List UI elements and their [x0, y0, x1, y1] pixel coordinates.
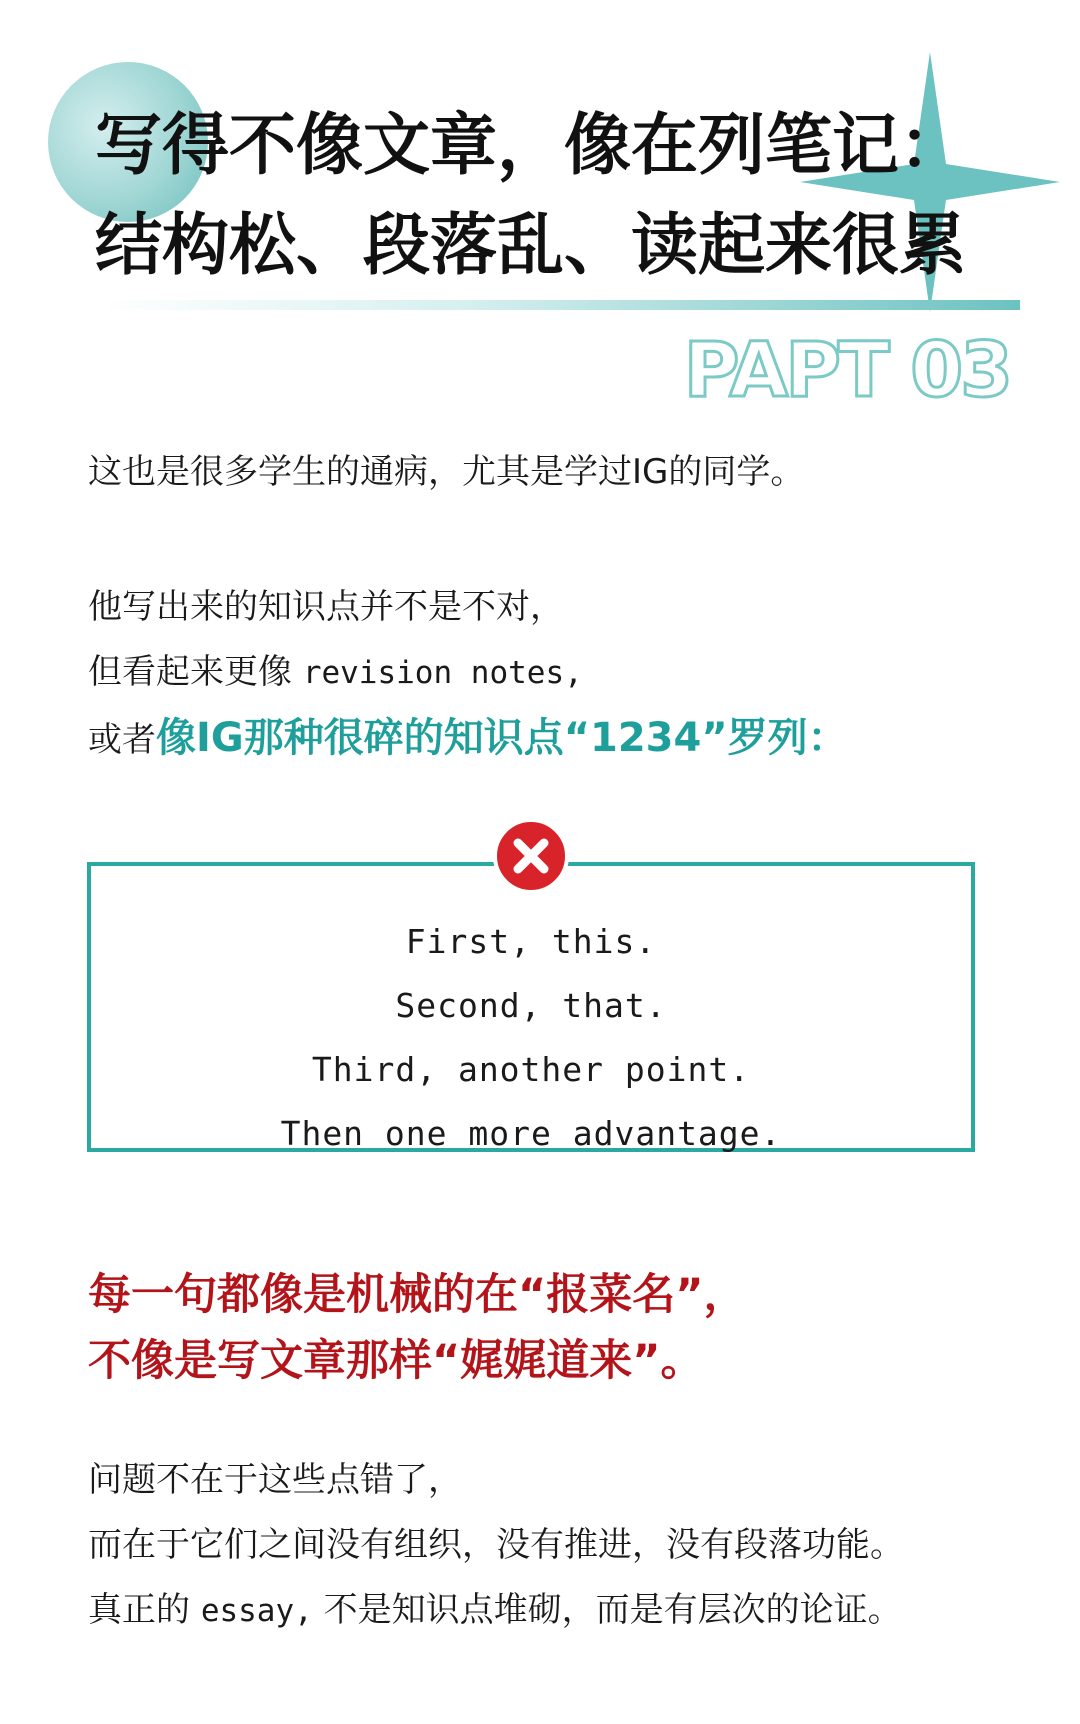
warning-line-2: 不像是写文章那样“娓娓道来”。 — [88, 1336, 704, 1386]
notes-line-3-highlight: 像IG那种很碎的知识点“1234”罗列： — [156, 715, 848, 761]
closing-line-3-c: 不是知识点堆砌，而是有层次的论证。 — [323, 1590, 902, 1630]
notes-line-2 — [88, 640, 848, 706]
closing-line-1: 问题不在于这些点错了， — [88, 1460, 462, 1500]
intro-paragraph — [88, 440, 804, 505]
notes-line-2-text: 但看起来更像 — [88, 652, 292, 692]
notes-line-1: 他写出来的知识点并不是不对， — [88, 587, 564, 627]
notes-paragraph — [88, 575, 848, 773]
warning-line-1: 每一句都像是机械的在“报菜名”， — [88, 1270, 747, 1320]
notes-line-3-prefix: 或者 — [88, 720, 156, 760]
page-title — [95, 95, 966, 295]
title-line-2: 结构松、段落乱、读起来很累 — [95, 205, 966, 284]
notes-line-3 — [88, 706, 848, 773]
closing-line-3-english: essay, — [200, 1593, 313, 1629]
example-list — [91, 910, 971, 1166]
example-line: First, this. — [405, 922, 657, 961]
closing-line-2: 而在于它们之间没有组织，没有推进，没有段落功能。 — [88, 1525, 904, 1565]
title-line-1: 写得不像文章，像在列笔记： — [95, 105, 966, 184]
example-line: Then one more advantage. — [280, 1114, 782, 1153]
closing-line-3-a: 真正的 — [88, 1590, 190, 1630]
example-line: Third, another point. — [311, 1050, 751, 1089]
closing-line-3 — [88, 1578, 904, 1644]
example-line: Second, that. — [395, 986, 667, 1025]
part-label: PAPT 03 — [683, 325, 1010, 414]
notes-line-2-english: revision notes, — [302, 655, 583, 691]
bad-example-box — [87, 862, 975, 1152]
warning-note — [88, 1262, 747, 1394]
title-underline — [100, 300, 1020, 310]
closing-paragraph — [88, 1448, 904, 1644]
error-x-icon — [493, 818, 569, 894]
intro-text: 这也是很多学生的通病，尤其是学过IG的同学。 — [88, 452, 805, 492]
